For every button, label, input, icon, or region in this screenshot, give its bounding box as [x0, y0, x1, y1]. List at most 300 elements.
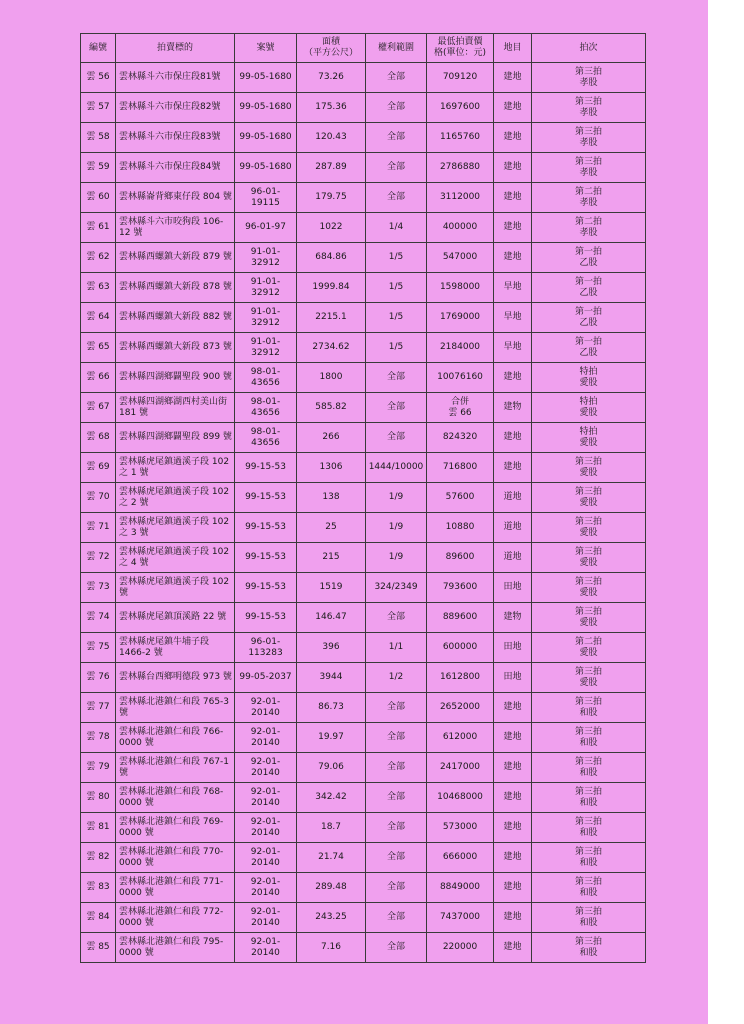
- row-subject: 雲林縣虎尾鎮過溪子段 102 之 2 號: [116, 483, 235, 513]
- row-area: 19.97: [297, 723, 366, 753]
- row-subject: 雲林縣北港鎮仁和段 769-0000 號: [116, 813, 235, 843]
- row-min-price: 合併 雲 66: [427, 393, 494, 423]
- row-rights: 全部: [366, 153, 427, 183]
- row-area: 120.43: [297, 123, 366, 153]
- row-rights: 1/1: [366, 633, 427, 663]
- row-round-unit: 和股: [579, 857, 598, 868]
- row-round: [532, 903, 646, 933]
- row-round-unit: 和股: [579, 737, 598, 748]
- table-row: [81, 543, 646, 573]
- row-min-price: 1612800: [427, 663, 494, 693]
- row-subject: 雲林縣四湖鄉闢聖段 899 號: [116, 423, 235, 453]
- row-case-number: 99-15-53: [235, 573, 297, 603]
- row-land-type: 旱地: [494, 333, 532, 363]
- row-round-unit: 孝股: [579, 107, 598, 118]
- row-round-label: 第三拍: [574, 876, 602, 887]
- row-land-type: 建地: [494, 783, 532, 813]
- row-case-number: 92-01-20140: [235, 813, 297, 843]
- row-area: 146.47: [297, 603, 366, 633]
- row-area: 21.74: [297, 843, 366, 873]
- row-rights: 全部: [366, 843, 427, 873]
- table-row: [81, 303, 646, 333]
- row-land-type: 旱地: [494, 303, 532, 333]
- row-min-price: 1598000: [427, 273, 494, 303]
- row-area: 684.86: [297, 243, 366, 273]
- row-round-label: 第三拍: [574, 786, 602, 797]
- row-round-label: 第三拍: [574, 516, 602, 527]
- row-round: [532, 753, 646, 783]
- table-row: [81, 633, 646, 663]
- row-min-price: 10880: [427, 513, 494, 543]
- row-round-unit: 乙股: [579, 287, 598, 298]
- row-land-type: 建地: [494, 843, 532, 873]
- row-round-label: 第三拍: [574, 846, 602, 857]
- row-case-number: 92-01-20140: [235, 783, 297, 813]
- row-land-type: 建地: [494, 813, 532, 843]
- row-number: 雲 68: [81, 423, 116, 453]
- row-number: 雲 63: [81, 273, 116, 303]
- row-round: [532, 723, 646, 753]
- row-area: 175.36: [297, 93, 366, 123]
- row-round-label: 特拍: [579, 426, 598, 437]
- table-row: [81, 663, 646, 693]
- row-rights: 全部: [366, 753, 427, 783]
- row-number: 雲 79: [81, 753, 116, 783]
- header-price: [427, 34, 494, 63]
- row-land-type: 建地: [494, 123, 532, 153]
- row-number: 雲 77: [81, 693, 116, 723]
- table-row: [81, 363, 646, 393]
- row-land-type: 建地: [494, 213, 532, 243]
- row-min-price: 600000: [427, 633, 494, 663]
- row-number: 雲 84: [81, 903, 116, 933]
- row-min-price: 2652000: [427, 693, 494, 723]
- row-land-type: 建地: [494, 183, 532, 213]
- row-round-unit: 愛股: [579, 557, 598, 568]
- row-round-label: 第三拍: [574, 126, 602, 137]
- row-area: 2215.1: [297, 303, 366, 333]
- row-rights: 全部: [366, 813, 427, 843]
- row-land-type: 建地: [494, 63, 532, 93]
- row-number: 雲 65: [81, 333, 116, 363]
- row-subject: 雲林縣北港鎮仁和段 767-1 號: [116, 753, 235, 783]
- row-subject: 雲林縣四湖鄉闢聖段 900 號: [116, 363, 235, 393]
- row-round-label: 第三拍: [574, 66, 602, 77]
- row-subject: 雲林縣斗六市保庄段84號: [116, 153, 235, 183]
- header-area-line2: （平方公尺）: [303, 48, 358, 58]
- row-min-price: 10076160: [427, 363, 494, 393]
- row-subject: 雲林縣西螺鎮大新段 873 號: [116, 333, 235, 363]
- row-rights: 1/2: [366, 663, 427, 693]
- row-subject: 雲林縣台西鄉明德段 973 號: [116, 663, 235, 693]
- header-area-line1: 面積: [321, 37, 340, 47]
- row-round-unit: 孝股: [579, 137, 598, 148]
- row-rights: 全部: [366, 363, 427, 393]
- row-rights: 全部: [366, 933, 427, 963]
- row-area: 1306: [297, 453, 366, 483]
- row-round-unit: 愛股: [579, 617, 598, 628]
- row-land-type: 田地: [494, 663, 532, 693]
- row-round: [532, 933, 646, 963]
- row-land-type: 建地: [494, 93, 532, 123]
- row-subject: 雲林縣斗六市保庄段82號: [116, 93, 235, 123]
- row-land-type: 建地: [494, 693, 532, 723]
- row-number: 雲 82: [81, 843, 116, 873]
- header-price-line2: 格(單位：元): [433, 48, 487, 58]
- row-area: 7.16: [297, 933, 366, 963]
- row-land-type: 建地: [494, 453, 532, 483]
- row-round-label: 第三拍: [574, 756, 602, 767]
- table-row: [81, 933, 646, 963]
- table-row: [81, 783, 646, 813]
- row-min-price: 573000: [427, 813, 494, 843]
- row-subject: 雲林縣北港鎮仁和段 770-0000 號: [116, 843, 235, 873]
- row-round: [532, 543, 646, 573]
- row-case-number: 99-15-53: [235, 513, 297, 543]
- row-area: 342.42: [297, 783, 366, 813]
- row-area: 18.7: [297, 813, 366, 843]
- row-round-unit: 孝股: [579, 227, 598, 238]
- row-case-number: 99-05-1680: [235, 123, 297, 153]
- table-row: [81, 183, 646, 213]
- row-rights: 全部: [366, 93, 427, 123]
- row-min-price: 2184000: [427, 333, 494, 363]
- table-row: [81, 903, 646, 933]
- row-case-number: 92-01-20140: [235, 873, 297, 903]
- row-round: [532, 153, 646, 183]
- table-row: [81, 573, 646, 603]
- table-row: [81, 123, 646, 153]
- row-round-label: 第三拍: [574, 576, 602, 587]
- row-land-type: 田地: [494, 633, 532, 663]
- row-number: 雲 62: [81, 243, 116, 273]
- row-number: 雲 73: [81, 573, 116, 603]
- row-subject: 雲林縣北港鎮仁和段 765-3 號: [116, 693, 235, 723]
- row-rights: 全部: [366, 723, 427, 753]
- row-area: 585.82: [297, 393, 366, 423]
- row-round-label: 第三拍: [574, 936, 602, 947]
- row-round-unit: 愛股: [579, 437, 598, 448]
- row-rights: 1/5: [366, 243, 427, 273]
- row-land-type: 道地: [494, 513, 532, 543]
- table-row: [81, 393, 646, 423]
- row-round: [532, 783, 646, 813]
- row-area: 25: [297, 513, 366, 543]
- row-case-number: 99-05-1680: [235, 153, 297, 183]
- row-round-unit: 和股: [579, 767, 598, 778]
- table-row: [81, 333, 646, 363]
- row-round: [532, 663, 646, 693]
- row-area: 79.06: [297, 753, 366, 783]
- row-rights: 1/9: [366, 483, 427, 513]
- row-land-type: 建地: [494, 723, 532, 753]
- row-subject: 雲林縣北港鎮仁和段 768-0000 號: [116, 783, 235, 813]
- row-round-unit: 孝股: [579, 167, 598, 178]
- header-round: 拍次: [532, 34, 646, 63]
- row-rights: 1/9: [366, 513, 427, 543]
- row-round-label: 第一拍: [574, 306, 602, 317]
- row-min-price: 400000: [427, 213, 494, 243]
- row-case-number: 98-01-43656: [235, 423, 297, 453]
- row-area: 396: [297, 633, 366, 663]
- row-number: 雲 72: [81, 543, 116, 573]
- row-round-unit: 和股: [579, 707, 598, 718]
- row-number: 雲 70: [81, 483, 116, 513]
- row-round: [532, 183, 646, 213]
- row-min-price: 7437000: [427, 903, 494, 933]
- row-min-price: 57600: [427, 483, 494, 513]
- row-subject: 雲林縣北港鎮仁和段 772-0000 號: [116, 903, 235, 933]
- row-round: [532, 633, 646, 663]
- row-case-number: 99-15-53: [235, 603, 297, 633]
- row-round-label: 特拍: [579, 396, 598, 407]
- row-rights: 全部: [366, 183, 427, 213]
- row-land-type: 旱地: [494, 273, 532, 303]
- row-case-number: 91-01-32912: [235, 333, 297, 363]
- row-case-number: 92-01-20140: [235, 723, 297, 753]
- table-row: [81, 843, 646, 873]
- row-case-number: 99-05-1680: [235, 63, 297, 93]
- row-round-unit: 和股: [579, 917, 598, 928]
- row-subject: 雲林縣北港鎮仁和段 766-0000 號: [116, 723, 235, 753]
- row-area: 3944: [297, 663, 366, 693]
- row-round-unit: 乙股: [579, 317, 598, 328]
- row-round: [532, 213, 646, 243]
- row-subject: 雲林縣西螺鎮大新段 882 號: [116, 303, 235, 333]
- row-min-price: 612000: [427, 723, 494, 753]
- row-round-unit: 愛股: [579, 467, 598, 478]
- header-case: 案號: [235, 34, 297, 63]
- table-row: [81, 873, 646, 903]
- row-round-label: 第三拍: [574, 606, 602, 617]
- row-area: 266: [297, 423, 366, 453]
- row-subject: 雲林縣虎尾鎮過溪子段 102 之 4 號: [116, 543, 235, 573]
- row-area: 86.73: [297, 693, 366, 723]
- table-row: [81, 423, 646, 453]
- row-min-price: 2786880: [427, 153, 494, 183]
- header-land: 地目: [494, 34, 532, 63]
- row-round: [532, 693, 646, 723]
- row-number: 雲 71: [81, 513, 116, 543]
- row-rights: 全部: [366, 603, 427, 633]
- row-case-number: 98-01-43656: [235, 393, 297, 423]
- row-number: 雲 61: [81, 213, 116, 243]
- row-area: 2734.62: [297, 333, 366, 363]
- row-round-label: 第三拍: [574, 816, 602, 827]
- row-number: 雲 80: [81, 783, 116, 813]
- row-case-number: 96-01-97: [235, 213, 297, 243]
- header-area: [297, 34, 366, 63]
- table-row: [81, 93, 646, 123]
- row-round-unit: 乙股: [579, 257, 598, 268]
- row-area: 73.26: [297, 63, 366, 93]
- row-round-label: 第三拍: [574, 546, 602, 557]
- row-land-type: 建地: [494, 933, 532, 963]
- row-round-unit: 愛股: [579, 647, 598, 658]
- row-case-number: 99-05-1680: [235, 93, 297, 123]
- header-rights: 權利範圍: [366, 34, 427, 63]
- row-subject: 雲林縣北港鎮仁和段 795-0000 號: [116, 933, 235, 963]
- row-land-type: 建地: [494, 423, 532, 453]
- row-land-type: 建地: [494, 903, 532, 933]
- table-row: [81, 243, 646, 273]
- row-land-type: 田地: [494, 573, 532, 603]
- row-min-price: 793600: [427, 573, 494, 603]
- row-round-label: 第一拍: [574, 246, 602, 257]
- row-case-number: 91-01-32912: [235, 303, 297, 333]
- row-round: [532, 603, 646, 633]
- row-number: 雲 81: [81, 813, 116, 843]
- header-row: [81, 34, 646, 63]
- row-case-number: 99-15-53: [235, 483, 297, 513]
- row-subject: 雲林縣虎尾鎮過溪子段 102 之 1 號: [116, 453, 235, 483]
- row-round-unit: 和股: [579, 947, 598, 958]
- row-case-number: 99-15-53: [235, 453, 297, 483]
- row-rights: 1/5: [366, 333, 427, 363]
- row-rights: 全部: [366, 903, 427, 933]
- row-subject: 雲林縣斗六市保庄段81號: [116, 63, 235, 93]
- row-number: 雲 76: [81, 663, 116, 693]
- row-case-number: 96-01-19115: [235, 183, 297, 213]
- row-land-type: 建地: [494, 363, 532, 393]
- row-min-price: 1697600: [427, 93, 494, 123]
- header-subject: 拍賣標的: [116, 34, 235, 63]
- row-subject: 雲林縣斗六市咬狗段 106-12 號: [116, 213, 235, 243]
- auction-table: [80, 33, 646, 963]
- row-rights: 全部: [366, 693, 427, 723]
- row-number: 雲 66: [81, 363, 116, 393]
- row-rights: 1444/10000: [366, 453, 427, 483]
- row-min-price: 220000: [427, 933, 494, 963]
- row-round-label: 第三拍: [574, 96, 602, 107]
- row-case-number: 92-01-20140: [235, 933, 297, 963]
- row-subject: 雲林縣虎尾鎮頂溪路 22 號: [116, 603, 235, 633]
- row-area: 287.89: [297, 153, 366, 183]
- row-case-number: 99-15-53: [235, 543, 297, 573]
- row-rights: 1/5: [366, 273, 427, 303]
- row-number: 雲 75: [81, 633, 116, 663]
- row-round-label: 第一拍: [574, 336, 602, 347]
- row-area: 1800: [297, 363, 366, 393]
- row-min-price: 666000: [427, 843, 494, 873]
- row-land-type: 道地: [494, 543, 532, 573]
- row-subject: 雲林縣西螺鎮大新段 878 號: [116, 273, 235, 303]
- row-round-unit: 孝股: [579, 77, 598, 88]
- row-round-unit: 愛股: [579, 377, 598, 388]
- row-min-price: 1769000: [427, 303, 494, 333]
- row-round-label: 第三拍: [574, 156, 602, 167]
- row-land-type: 建物: [494, 603, 532, 633]
- row-area: 1519: [297, 573, 366, 603]
- row-min-price: 10468000: [427, 783, 494, 813]
- row-round: [532, 273, 646, 303]
- row-rights: 全部: [366, 783, 427, 813]
- row-rights: 全部: [366, 423, 427, 453]
- row-number: 雲 64: [81, 303, 116, 333]
- row-area: 243.25: [297, 903, 366, 933]
- row-rights: 全部: [366, 393, 427, 423]
- row-subject: 雲林縣虎尾鎮牛埔子段 1466-2 號: [116, 633, 235, 663]
- row-area: 1999.84: [297, 273, 366, 303]
- row-case-number: 91-01-32912: [235, 243, 297, 273]
- row-round: [532, 813, 646, 843]
- table-row: [81, 63, 646, 93]
- row-round: [532, 243, 646, 273]
- table-row: [81, 453, 646, 483]
- row-area: 1022: [297, 213, 366, 243]
- row-number: 雲 56: [81, 63, 116, 93]
- row-round-unit: 和股: [579, 827, 598, 838]
- row-round: [532, 123, 646, 153]
- row-land-type: 建地: [494, 243, 532, 273]
- row-round-label: 第二拍: [574, 186, 602, 197]
- row-round-label: 特拍: [579, 366, 598, 377]
- row-rights: 全部: [366, 63, 427, 93]
- row-min-price: 824320: [427, 423, 494, 453]
- row-round-unit: 愛股: [579, 677, 598, 688]
- row-round: [532, 513, 646, 543]
- row-case-number: 92-01-20140: [235, 693, 297, 723]
- row-round: [532, 483, 646, 513]
- row-case-number: 92-01-20140: [235, 903, 297, 933]
- row-subject: 雲林縣西螺鎮大新段 879 號: [116, 243, 235, 273]
- row-min-price: 889600: [427, 603, 494, 633]
- row-rights: 324/2349: [366, 573, 427, 603]
- row-area: 179.75: [297, 183, 366, 213]
- row-round-label: 第三拍: [574, 486, 602, 497]
- row-number: 雲 57: [81, 93, 116, 123]
- row-area: 215: [297, 543, 366, 573]
- row-round-unit: 愛股: [579, 497, 598, 508]
- row-round: [532, 393, 646, 423]
- table-row: [81, 513, 646, 543]
- row-round-label: 第二拍: [574, 636, 602, 647]
- table-row: [81, 693, 646, 723]
- row-round: [532, 423, 646, 453]
- row-round-unit: 愛股: [579, 407, 598, 418]
- header-no: 編號: [81, 34, 116, 63]
- row-land-type: 建地: [494, 753, 532, 783]
- row-round: [532, 453, 646, 483]
- row-round-unit: 乙股: [579, 347, 598, 358]
- row-min-price: 716800: [427, 453, 494, 483]
- row-land-type: 建地: [494, 873, 532, 903]
- row-rights: 全部: [366, 123, 427, 153]
- table-row: [81, 723, 646, 753]
- row-round: [532, 63, 646, 93]
- table-row: [81, 153, 646, 183]
- row-rights: 全部: [366, 873, 427, 903]
- row-round-label: 第三拍: [574, 726, 602, 737]
- row-case-number: 92-01-20140: [235, 843, 297, 873]
- row-round-label: 第三拍: [574, 906, 602, 917]
- row-subject: 雲林縣北港鎮仁和段 771-0000 號: [116, 873, 235, 903]
- row-round-label: 第三拍: [574, 456, 602, 467]
- row-case-number: 92-01-20140: [235, 753, 297, 783]
- row-land-type: 建物: [494, 393, 532, 423]
- row-min-price: 8849000: [427, 873, 494, 903]
- table-row: [81, 603, 646, 633]
- row-round-label: 第三拍: [574, 696, 602, 707]
- row-min-price: 709120: [427, 63, 494, 93]
- table-row: [81, 213, 646, 243]
- row-subject: 雲林縣虎尾鎮過溪子段 102 號: [116, 573, 235, 603]
- row-number: 雲 60: [81, 183, 116, 213]
- row-number: 雲 85: [81, 933, 116, 963]
- row-round-unit: 和股: [579, 887, 598, 898]
- row-rights: 1/9: [366, 543, 427, 573]
- row-land-type: 建地: [494, 153, 532, 183]
